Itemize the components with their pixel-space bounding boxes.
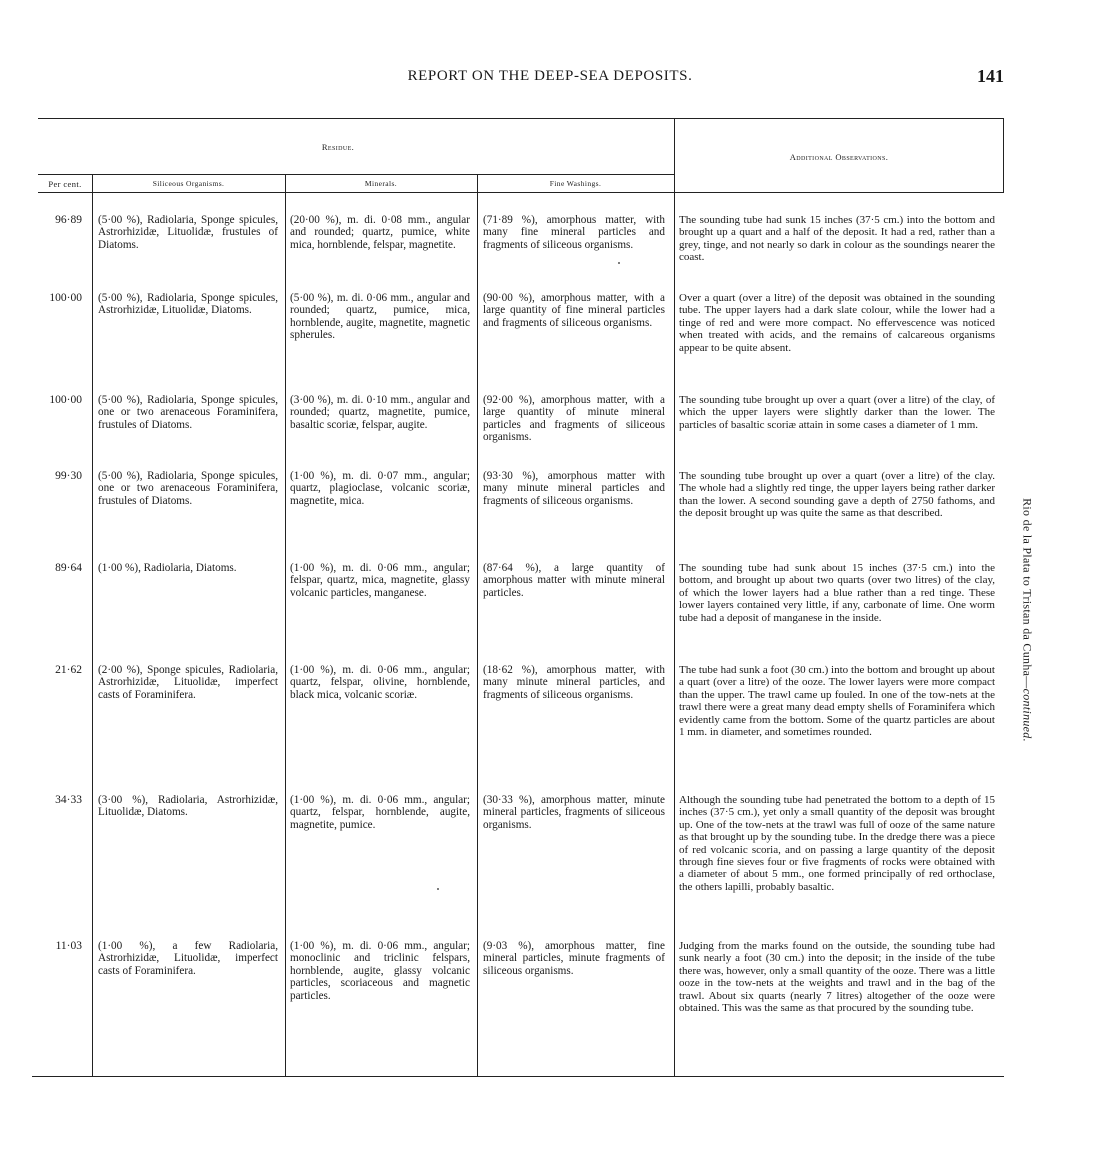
minerals-cell: (1·00 %), m. di. 0·06 mm., angular; quartz, felspar, hornblende, augite, magnetite, pumice.: [290, 794, 470, 831]
percent-cell: 100·00: [49, 292, 82, 304]
col-divider-4: [674, 118, 675, 1076]
minerals-cell: (5·00 %), m. di. 0·06 mm., angular and rounded; quartz, pumice, mica, hornblende, augite, magnetite, magnetic spherules.: [290, 292, 470, 342]
siliceous-cell: (1·00 %), a few Radiolaria, Astrorhizidæ, Lituolidæ, imperfect casts of Foraminifera.: [98, 940, 278, 977]
siliceous-cell: (5·00 %), Radiolaria, Sponge spicules, one or two arenaceous Foraminifera, frustules of Diatoms.: [98, 470, 278, 507]
minerals-cell: (1·00 %), m. di. 0·07 mm., angular; quartz, plagioclase, volcanic scoriæ, magnetite, mica.: [290, 470, 470, 507]
header-minerals: Minerals.: [364, 179, 398, 188]
header-fine-washings: Fine Washings.: [549, 179, 602, 188]
siliceous-cell: (1·00 %), Radiolaria, Diatoms.: [98, 562, 237, 574]
observations-cell: Judging from the marks found on the outside, the sounding tube had sunk nearly a foot (30 cm.) into the deposit; in the inside of the tube there was, however, only a small quantity of the ooze. There was a little ooze in the tow-nets at the weights and trawl and in the bag of the trawl. About six quarts (nearly 7 litres) altogether of the ooze were obtained. This was the same as that procured by the sounding tube.: [679, 940, 995, 1015]
header-residue: Residue.: [321, 142, 355, 152]
deposit-table: [38, 118, 1004, 1078]
table-bottom-rule: [32, 1076, 1004, 1077]
fine-washings-cell: (87·64 %), a large quantity of amorphous matter with minute mineral particles.: [483, 562, 665, 599]
side-note-main: Rio de la Plata to Tristan da Cunha—: [1020, 498, 1035, 689]
siliceous-cell: (5·00 %), Radiolaria, Sponge spicules, Astrorhizidæ, Lituolidæ, Diatoms.: [98, 292, 278, 317]
header-per-cent: Per cent.: [48, 179, 82, 189]
fine-washings-cell: (9·03 %), amorphous matter, fine mineral particles, minute fragments of siliceous organisms.: [483, 940, 665, 977]
percent-cell: 100·00: [49, 394, 82, 406]
side-note-text: [1020, 498, 1035, 742]
fine-washings-cell: (92·00 %), amorphous matter, with a large quantity of minute mineral particles and fragments of siliceous organisms.: [483, 394, 665, 444]
fine-washings-cell: (30·33 %), amorphous matter, minute mineral particles, fragments of siliceous organisms.: [483, 794, 665, 831]
running-title: REPORT ON THE DEEP-SEA DEPOSITS.: [407, 68, 693, 84]
minerals-cell: (20·00 %), m. di. 0·08 mm., angular and rounded; quartz, pumice, white mica, hornblende, felspar, magnetite.: [290, 214, 470, 251]
fine-washings-cell: (90·00 %), amorphous matter, with a large quantity of fine mineral particles and fragments of siliceous organisms.: [483, 292, 665, 329]
fine-washings-cell: (71·89 %), amorphous matter, with many fine mineral particles and fragments of siliceous organisms.: [483, 214, 665, 251]
page-header: [0, 68, 1100, 94]
side-note: [1016, 180, 1038, 1060]
percent-cell: 99·30: [55, 470, 82, 482]
col-divider-2: [285, 174, 286, 1076]
header-siliceous-organisms: Siliceous Organisms.: [152, 179, 225, 188]
observations-cell: The sounding tube brought up over a quart (over a litre) of the clay, of which the upper layers were slightly darker than the lower. The particles of basaltic scoriæ attain in some cases a diameter of 1 mm.: [679, 394, 995, 431]
siliceous-cell: (5·00 %), Radiolaria, Sponge spicules, Astrorhizidæ, Lituolidæ, frustules of Diatoms.: [98, 214, 278, 251]
print-speck: [618, 262, 620, 264]
minerals-cell: (3·00 %), m. di. 0·10 mm., angular and rounded; quartz, magnetite, pumice, basaltic scoriæ, felspar, augite.: [290, 394, 470, 431]
siliceous-cell: (2·00 %), Sponge spicules, Radiolaria, Astrorhizidæ, Lituolidæ, imperfect casts of Foraminifera.: [98, 664, 278, 701]
percent-cell: 11·03: [55, 940, 82, 952]
minerals-cell: (1·00 %), m. di. 0·06 mm., angular; monoclinic and triclinic felspars, hornblende, augite, glassy volcanic particles, scoriaceous and magnetic particles.: [290, 940, 470, 1002]
fine-washings-cell: (93·30 %), amorphous matter with many minute mineral particles and fragments of siliceous organisms.: [483, 470, 665, 507]
table-top-rule: [38, 118, 1004, 119]
minerals-cell: (1·00 %), m. di. 0·06 mm., angular; quartz, felspar, olivine, hornblende, black mica, volcanic scoriæ.: [290, 664, 470, 701]
observations-cell: Although the sounding tube had penetrated the bottom to a depth of 15 inches (37·5 cm.), yet only a small quantity of the deposit was brought up. One of the tow-nets at the trawl was full of ooze of the same nature as that brought up by the sounding tube. In the dredge there was a piece of red volcanic scoria, and on passing a large quantity of the deposit through fine sieves four or five fragments of rocks were obtained with a diameter of about 5 mm., one formed principally of red orthoclase, the others lapilli, probably basaltic.: [679, 794, 995, 893]
percent-cell: 34·33: [55, 794, 82, 806]
observations-cell: Over a quart (over a litre) of the deposit was obtained in the sounding tube. The upper layers had a dark slate colour, while the lower had a tinge of red and were more compact. No effervescence was noticed when treated with acids, and the remains of calcareous organisms appear to be quite absent.: [679, 292, 995, 354]
minerals-cell: (1·00 %), m. di. 0·06 mm., angular; felspar, quartz, mica, magnetite, glassy volcanic particles, manganese.: [290, 562, 470, 599]
siliceous-cell: (3·00 %), Radiolaria, Astrorhizidæ, Lituolidæ, Diatoms.: [98, 794, 278, 819]
percent-cell: 89·64: [55, 562, 82, 574]
observations-cell: The sounding tube had sunk 15 inches (37·5 cm.) into the bottom and brought up a quart and a half of the deposit. It had a red, rather than a grey, tinge, and not nearly so dark in colour as the soundings nearer the coast.: [679, 214, 995, 264]
col-divider-3: [477, 174, 478, 1076]
fine-washings-cell: (18·62 %), amorphous matter, with many minute mineral particles, and fragments of siliceous organisms.: [483, 664, 665, 701]
percent-cell: 21·62: [55, 664, 82, 676]
header-bottom-rule: [38, 192, 1004, 193]
header-mid-rule: [38, 174, 674, 175]
siliceous-cell: (5·00 %), Radiolaria, Sponge spicules, one or two arenaceous Foraminifera, frustules of Diatoms.: [98, 394, 278, 431]
side-note-continued: continued.: [1020, 688, 1035, 742]
percent-cell: 96·89: [55, 214, 82, 226]
observations-cell: The tube had sunk a foot (30 cm.) into the bottom and brought up about a quart (over a litre) of the ooze. The lower layers were more compact than the upper. The trawl came up fouled. In one of the tow-nets at the trawl there were a great many dead empty shells of Foraminifera which evidently came from the bottom. Some of the quartz particles are about 1 mm. in diameter, and sometimes rounded.: [679, 664, 995, 739]
observations-cell: The sounding tube brought up over a quart (over a litre) of the clay. The whole had a slightly red tinge, the upper layers being rather darker than the lower. A second sounding gave a depth of 2750 fathoms, and the deposit brought up was quite the same as that described.: [679, 470, 995, 520]
print-speck: [437, 888, 439, 890]
header-additional-observations: Additional Observations.: [789, 152, 889, 162]
col-divider-1: [92, 174, 93, 1076]
page-number: 141: [977, 66, 1004, 86]
observations-cell: The sounding tube had sunk about 15 inches (37·5 cm.) into the bottom, and brought up about two quarts (over two litres) of the clay, of which the lower layers had a blue rather than a red tinge. These lower layers contained very little, if any, carbonate of lime. One worm tube had a deposit of manganese in the inside.: [679, 562, 995, 624]
